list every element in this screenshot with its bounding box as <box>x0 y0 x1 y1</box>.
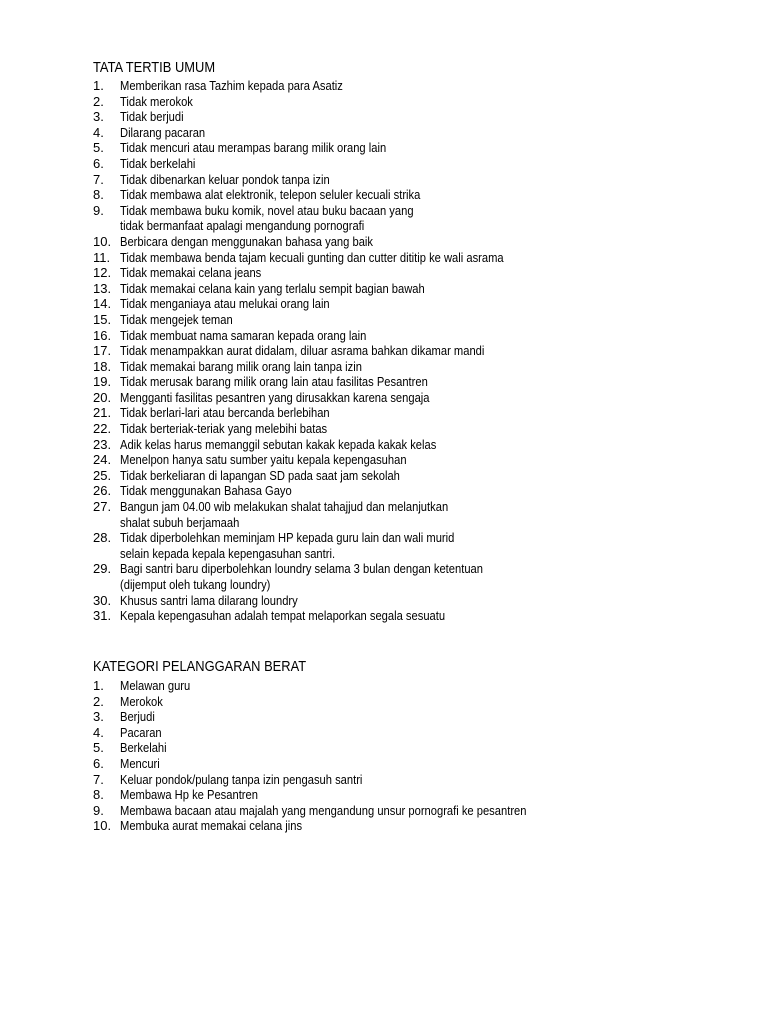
list-item-number: 8. <box>93 787 104 803</box>
list-item-text <box>120 608 566 624</box>
list-item-text <box>120 234 566 250</box>
list-item-number: 9. <box>93 202 104 218</box>
list-item-text <box>120 561 566 592</box>
list-item-number: 31. <box>93 608 112 624</box>
list-item-number: 21. <box>93 405 112 421</box>
list-item-number: 4. <box>93 724 104 740</box>
list-item <box>93 312 566 328</box>
list-item <box>93 140 566 156</box>
list-item-line: Menelpon hanya satu sumber yaitu kepala kepengasuhan <box>120 452 407 468</box>
list-item <box>93 234 566 250</box>
list-item-line: Khusus santri lama dilarang loundry <box>120 592 298 608</box>
list-item-line: Mengganti fasilitas pesantren yang dirusakkan karena sengaja <box>120 389 430 405</box>
list-item <box>93 156 566 172</box>
list-item-text <box>120 803 593 819</box>
list-item <box>93 678 593 694</box>
list-item-text <box>120 125 566 141</box>
list-item-text <box>120 593 566 609</box>
list-item-text <box>120 172 566 188</box>
list-item-text <box>120 390 566 406</box>
list-item-text <box>120 694 593 710</box>
list-item-text <box>120 756 593 772</box>
list-item <box>93 421 566 437</box>
list-item <box>93 818 593 834</box>
list-item-line: Membuka aurat memakai celana jins <box>120 818 303 834</box>
list-item-number: 22. <box>93 421 112 437</box>
list-item-line: Berkelahi <box>120 740 167 756</box>
list-item-number: 7. <box>93 171 104 187</box>
list-item-text <box>120 343 566 359</box>
list-item-number: 12. <box>93 265 112 281</box>
list-item-line: Pacaran <box>120 724 162 740</box>
list-item-text <box>120 109 566 125</box>
list-item <box>93 709 593 725</box>
list-item-number: 9. <box>93 802 104 818</box>
list-item-text <box>120 140 566 156</box>
list-item <box>93 281 566 297</box>
list-item-text <box>120 156 566 172</box>
list-item-text <box>120 483 566 499</box>
list-item-line: Tidak berjudi <box>120 109 184 125</box>
list-item <box>93 78 566 94</box>
list-item <box>93 483 566 499</box>
list-item-text <box>120 437 566 453</box>
list-item-number: 10. <box>93 233 112 249</box>
list-item <box>93 593 566 609</box>
list-item <box>93 452 566 468</box>
list-item-text <box>120 203 566 234</box>
list-item-line: Tidak berkeliaran di lapangan SD pada saat jam sekolah <box>120 467 400 483</box>
list-item-text <box>120 468 566 484</box>
list-item <box>93 172 566 188</box>
list-item-number: 6. <box>93 155 104 171</box>
list-item-line: Tidak memakai celana kain yang terlalu sempit bagian bawah <box>120 280 425 296</box>
list-item-line: Tidak memakai celana jeans <box>120 265 262 281</box>
list-item-text <box>120 818 593 834</box>
list-item-number: 16. <box>93 327 112 343</box>
list-item-number: 10. <box>93 818 112 834</box>
list-item-number: 6. <box>93 755 104 771</box>
list-item <box>93 437 566 453</box>
list-item-line: Mencuri <box>120 755 160 771</box>
list-item <box>93 94 566 110</box>
list-item <box>93 468 566 484</box>
list-item <box>93 125 566 141</box>
list-item-line: Tidak dibenarkan keluar pondok tanpa izin <box>120 171 330 187</box>
list-item-line: Berbicara dengan menggunakan bahasa yang baik <box>120 233 373 249</box>
list-item-line: Keluar pondok/pulang tanpa izin pengasuh santri <box>120 771 363 787</box>
list-item <box>93 608 566 624</box>
list-item-line: Melawan guru <box>120 678 191 693</box>
list-item-number: 11. <box>93 249 111 265</box>
list-item <box>93 187 566 203</box>
list-item-text <box>120 530 566 561</box>
list-item-number: 2. <box>93 93 104 109</box>
list-item-line: tidak bermanfaat apalagi mengandung pornografi <box>120 218 365 234</box>
list-item-line: Tidak merusak barang milik orang lain atau fasilitas Pesantren <box>120 374 428 390</box>
list-item <box>93 405 566 421</box>
section-title-tata-tertib-umum: TATA TERTIB UMUM <box>93 59 216 76</box>
list-item <box>93 296 566 312</box>
list-item-text <box>120 787 593 803</box>
list-item-line: Tidak memakai barang milik orang lain tanpa izin <box>120 358 362 374</box>
list-item-number: 5. <box>93 740 104 756</box>
list-item-line: Berjudi <box>120 709 155 725</box>
list-item-line: Dilarang pacaran <box>120 124 206 140</box>
list-item-text <box>120 725 593 741</box>
list-item <box>93 499 566 530</box>
list-item-line: Tidak membuat nama samaran kepada orang lain <box>120 327 367 343</box>
list-item-line: selain kepada kepala kepengasuhan santri. <box>120 545 336 561</box>
list-item-line: Membawa bacaan atau majalah yang mengandung unsur pornografi ke pesantren <box>120 802 527 818</box>
list-item-number: 19. <box>93 374 112 390</box>
list-item-number: 20. <box>93 389 112 405</box>
list-item-line: Tidak membawa buku komik, novel atau buku bacaan yang <box>120 202 414 218</box>
list-item-text <box>120 374 566 390</box>
violations-list <box>93 678 593 834</box>
list-item-line: Kepala kepengasuhan adalah tempat melaporkan segala sesuatu <box>120 608 446 624</box>
list-item <box>93 772 593 788</box>
list-item-line: Tidak berlari-lari atau bercanda berlebihan <box>120 405 330 421</box>
list-item <box>93 694 593 710</box>
list-item-number: 5. <box>93 140 104 156</box>
list-item <box>93 203 566 234</box>
list-item-line: Tidak diperbolehkan meminjam HP kepada guru lain dan wali murid <box>120 530 455 546</box>
list-item-text <box>120 405 566 421</box>
list-item-text <box>120 78 566 94</box>
list-item-text <box>120 312 566 328</box>
list-item-text <box>120 187 566 203</box>
list-item-line: Bangun jam 04.00 wib melakukan shalat tahajjud dan melanjutkan <box>120 499 449 515</box>
list-item-text <box>120 359 566 375</box>
list-item-text <box>120 265 566 281</box>
section-title-kategori-pelanggaran-berat: KATEGORI PELANGGARAN BERAT <box>93 658 307 675</box>
list-item-number: 1. <box>93 78 104 93</box>
list-item-number: 18. <box>93 358 112 374</box>
list-item-line: Memberikan rasa Tazhim kepada para Asatiz <box>120 78 343 93</box>
list-item-text <box>120 452 566 468</box>
list-item-line: Bagi santri baru diperbolehkan loundry selama 3 bulan dengan ketentuan <box>120 561 483 577</box>
list-item-number: 29. <box>93 561 112 577</box>
list-item <box>93 374 566 390</box>
list-item <box>93 725 593 741</box>
list-item-line: Merokok <box>120 693 163 709</box>
list-item <box>93 359 566 375</box>
list-item <box>93 343 566 359</box>
list-item-text <box>120 328 566 344</box>
list-item <box>93 787 593 803</box>
list-item <box>93 250 566 266</box>
list-item-text <box>120 678 593 694</box>
list-item-number: 3. <box>93 709 104 725</box>
list-item-line: Tidak menampakkan aurat didalam, diluar asrama bahkan dikamar mandi <box>120 343 485 359</box>
list-item-text <box>120 250 566 266</box>
list-item-line: Tidak menganiaya atau melukai orang lain <box>120 296 330 312</box>
list-item-text <box>120 94 566 110</box>
list-item-number: 1. <box>93 678 104 693</box>
list-item-line: shalat subuh berjamaah <box>120 514 240 530</box>
list-item-number: 17. <box>93 343 112 359</box>
list-item-number: 14. <box>93 296 112 312</box>
list-item-line: (dijemput oleh tukang loundry) <box>120 577 271 592</box>
list-item-number: 2. <box>93 693 104 709</box>
list-item-number: 13. <box>93 280 112 296</box>
list-item-number: 25. <box>93 467 112 483</box>
list-item <box>93 561 566 592</box>
list-item-number: 28. <box>93 530 112 546</box>
list-item-number: 7. <box>93 771 104 787</box>
list-item-number: 3. <box>93 109 104 125</box>
list-item-line: Tidak membawa benda tajam kecuali gunting dan cutter dititip ke wali asrama <box>120 249 504 265</box>
list-item-number: 24. <box>93 452 112 468</box>
list-item-line: Tidak menggunakan Bahasa Gayo <box>120 483 292 499</box>
list-item-text <box>120 281 566 297</box>
list-item <box>93 109 566 125</box>
list-item <box>93 756 593 772</box>
list-item-line: Adik kelas harus memanggil sebutan kakak kepada kakak kelas <box>120 436 437 452</box>
list-item-text <box>120 499 566 530</box>
list-item-number: 27. <box>93 499 112 515</box>
list-item-number: 4. <box>93 124 104 140</box>
list-item <box>93 740 593 756</box>
list-item <box>93 803 593 819</box>
list-item-text <box>120 772 593 788</box>
list-item <box>93 530 566 561</box>
list-item-number: 26. <box>93 483 112 499</box>
list-item-line: Tidak berkelahi <box>120 155 196 171</box>
list-item-line: Tidak mengejek teman <box>120 311 233 327</box>
list-item-text <box>120 296 566 312</box>
list-item-text <box>120 421 566 437</box>
list-item <box>93 328 566 344</box>
list-item <box>93 265 566 281</box>
list-item-number: 23. <box>93 436 112 452</box>
rules-list <box>93 78 566 624</box>
list-item-number: 15. <box>93 311 112 327</box>
list-item-text <box>120 709 593 725</box>
list-item-text <box>120 740 593 756</box>
list-item-line: Tidak mencuri atau merampas barang milik orang lain <box>120 140 387 156</box>
list-item <box>93 390 566 406</box>
list-item-line: Tidak membawa alat elektronik, telepon seluler kecuali strika <box>120 187 421 203</box>
list-item-number: 30. <box>93 592 112 608</box>
list-item-line: Membawa Hp ke Pesantren <box>120 787 258 803</box>
list-item-line: Tidak berteriak-teriak yang melebihi batas <box>120 421 328 437</box>
list-item-number: 8. <box>93 187 104 203</box>
list-item-line: Tidak merokok <box>120 93 193 109</box>
